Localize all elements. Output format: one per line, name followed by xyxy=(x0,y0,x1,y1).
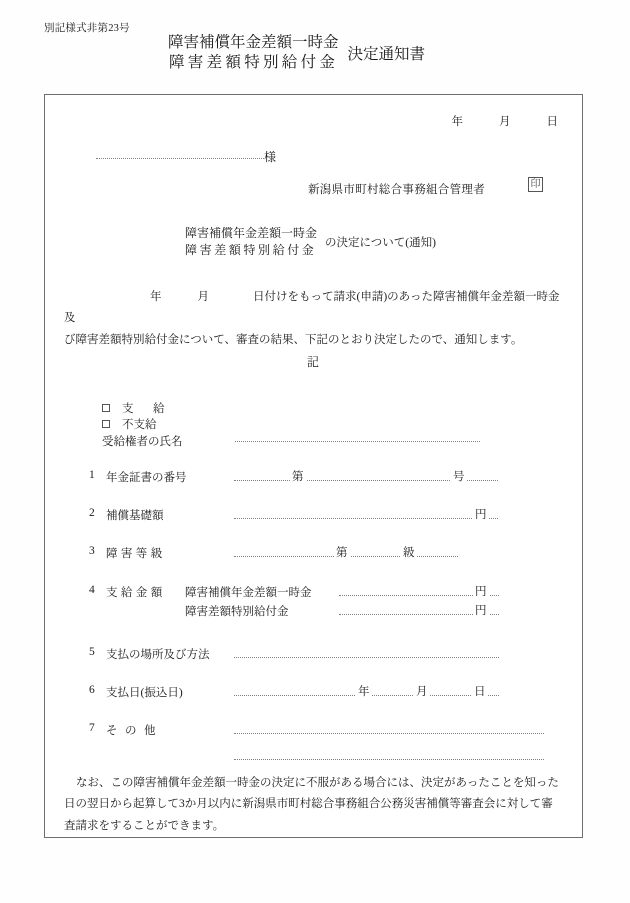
item-3-number: 3 xyxy=(89,545,95,557)
item-4-number: 4 xyxy=(89,584,95,596)
item-4-sublabel-1: 障害補償年金差額一時金 xyxy=(185,587,312,599)
body-month-label: 月 xyxy=(197,291,209,303)
item-1-marker-dai: 第 xyxy=(290,468,306,484)
form-number: 別記様式非第23号 xyxy=(44,23,130,34)
date-year-label: 年 xyxy=(451,116,463,128)
seal-icon: 印 xyxy=(528,177,543,192)
checkbox-fushikyu-box[interactable] xyxy=(102,420,110,428)
item-5-number: 5 xyxy=(89,646,95,658)
item-7-rule-2[interactable] xyxy=(234,759,544,760)
closing-paragraph xyxy=(64,773,572,837)
item-7-number: 7 xyxy=(89,722,95,734)
subject-block xyxy=(185,225,436,258)
item-4-label: 支給金額 xyxy=(106,587,166,599)
document-frame xyxy=(44,94,583,838)
addressee-rule[interactable] xyxy=(96,158,264,159)
item-1-label: 年金証書の番号 xyxy=(106,472,187,484)
item-7-label: その他 xyxy=(106,725,163,737)
checkbox-fushikyu-label: 不支給 xyxy=(122,419,157,431)
item-3-marker-dai: 第 xyxy=(334,544,350,560)
item-5-rule[interactable] xyxy=(234,657,499,658)
subject-line-2: 障害差額特別給付金 xyxy=(185,242,317,257)
recipient-name-rule[interactable] xyxy=(235,441,480,442)
item-1-marker-gou: 号 xyxy=(451,468,467,484)
item-2-label: 補償基礎額 xyxy=(106,510,164,522)
checkbox-row-fushikyu[interactable] xyxy=(102,416,157,432)
closing-line-2: 日の翌日から起算して3か月以内に新潟県市町村総合事務組合公務災害補償等審査会に対して審 xyxy=(64,798,553,811)
subject-line-1: 障害補償年金差額一時金 xyxy=(185,226,318,240)
ki-heading: 記 xyxy=(306,355,320,369)
item-2-marker-yen: 円 xyxy=(473,506,489,522)
date-day-label: 日 xyxy=(546,116,558,128)
item-4-marker-yen-1: 円 xyxy=(473,583,489,599)
closing-line-3: 査請求をすることができます。 xyxy=(64,819,225,832)
recipient-name-label: 受給権者の氏名 xyxy=(102,436,183,448)
body-paragraph xyxy=(64,287,569,351)
item-4-sublabel-2: 障害差額特別給付金 xyxy=(185,606,289,618)
body-line-2: び障害差額特別給付金について、審査の結果、下記のとおり決定したので、通知します。 xyxy=(64,333,523,346)
title-line-1: 障害補償年金差額一時金 xyxy=(168,34,339,51)
item-3-marker-kyu: 級 xyxy=(401,544,417,560)
title-line-2: 障害差額特別給付金 xyxy=(169,54,339,72)
checkbox-shikyu-label: 支 給 xyxy=(122,403,169,415)
item-2-rule[interactable] xyxy=(234,518,498,519)
item-7-rule-1[interactable] xyxy=(234,733,544,734)
document-title xyxy=(168,33,425,74)
date-line xyxy=(452,113,559,129)
item-6-marker-month: 月 xyxy=(414,683,430,699)
item-5-label: 支払の場所及び方法 xyxy=(106,649,210,661)
body-year-label: 年 xyxy=(150,291,162,303)
item-3-label: 障害等級 xyxy=(106,548,166,560)
closing-line-1: なお、この障害補償年金差額一時金の決定に不服がある場合には、決定があったことを知った xyxy=(76,777,559,789)
item-6-number: 6 xyxy=(89,684,95,696)
subject-tail: の決定について(通知) xyxy=(325,236,436,249)
item-6-label: 支払日(振込日) xyxy=(106,687,183,699)
checkbox-shikyu-box[interactable] xyxy=(102,404,110,412)
item-2-number: 2 xyxy=(89,507,95,519)
checkbox-row-shikyu[interactable] xyxy=(102,400,169,416)
issuer-name: 新潟県市町村総合事務組合管理者 xyxy=(308,184,485,196)
recipient-name-label-wrap xyxy=(102,433,183,449)
body-text-after-date: 日付けをもって請求(申請)のあった障害補償年金差額一時金及 xyxy=(64,291,560,325)
addressee-honorific: 様 xyxy=(264,150,277,164)
title-suffix: 決定通知書 xyxy=(347,46,426,64)
title-stack xyxy=(168,33,339,74)
item-6-marker-day: 日 xyxy=(472,683,488,699)
date-month-label: 月 xyxy=(499,116,511,128)
item-6-marker-year: 年 xyxy=(356,683,372,699)
item-1-number: 1 xyxy=(89,469,95,481)
item-4-marker-yen-2: 円 xyxy=(473,602,489,618)
subject-stack xyxy=(185,225,317,258)
